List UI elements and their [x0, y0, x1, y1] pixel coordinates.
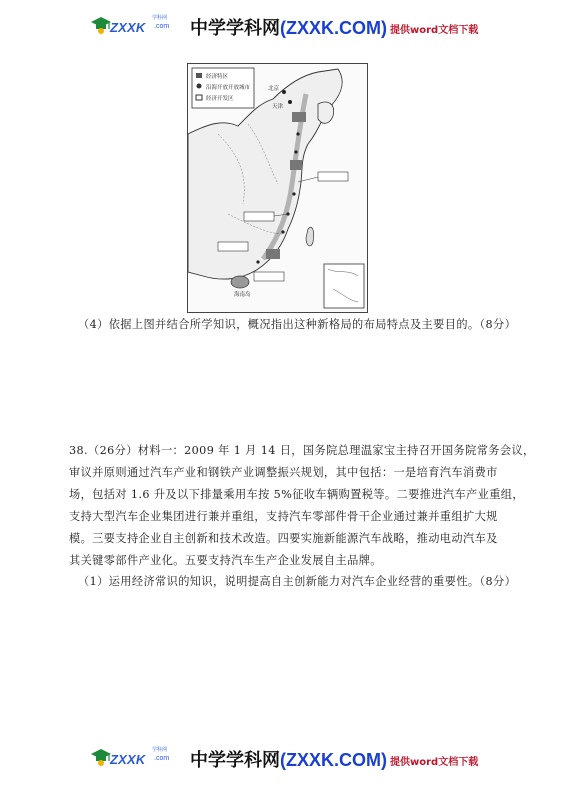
china-coast-map [188, 64, 367, 312]
hainan-island [231, 276, 249, 288]
label-hainan: 海南岛 [234, 292, 251, 298]
site-name-cn: 中学学科网 [190, 18, 280, 39]
question-38-line: 38.（26分）材料一：2009 年 1 月 14 日，国务院总理温家宝主持召开国务院常务会议， [69, 444, 535, 457]
legend-item-3: 经济开发区 [206, 96, 234, 102]
question-38-line: 其关键零部件产业化。五要支持汽车生产企业发展自主品牌。 [69, 554, 382, 567]
legend-swatch-special-zone [196, 73, 202, 78]
site-domain[interactable]: (ZXXK.COM) [280, 750, 387, 770]
yangtze-delta-marker [290, 160, 302, 170]
map-callout-box [254, 272, 284, 281]
map-callout-box [218, 242, 248, 251]
question-38-line: 支持大型汽车企业集团进行兼并重组，支持汽车零部件骨干企业通过兼并重组扩大规 [69, 510, 498, 523]
site-logo[interactable] [88, 746, 182, 772]
site-name [190, 746, 387, 772]
question-38-sub-1: （1）运用经济常识的知识，说明提高自主创新能力对汽车企业经营的重要性。（8分） [78, 575, 517, 588]
city-marker [292, 192, 295, 195]
city-tianjin [288, 100, 292, 104]
graduation-cap-icon [90, 746, 112, 768]
site-name-cn: 中学学科网 [190, 750, 280, 771]
graduation-cap-icon [90, 14, 112, 36]
logo-suffix: .com [154, 755, 170, 762]
site-domain[interactable]: (ZXXK.COM) [280, 18, 387, 38]
download-label[interactable]: 提供word文档下载 [390, 25, 479, 36]
question-38-material [69, 440, 535, 572]
taiwan-island [306, 227, 314, 246]
site-name [190, 14, 387, 40]
logo-text: ZXXK [110, 752, 146, 767]
question-38-line: 模。三要支持企业自主创新和技术改造。四要实施新能源汽车战略，推动电动汽车及 [69, 532, 498, 545]
map-figure [187, 63, 368, 313]
city-marker [294, 150, 297, 153]
question-4-text: （4）依据上图并结合所学知识，概况指出这种新格局的布局特点及主要目的。（8分） [78, 318, 517, 331]
city-marker [296, 132, 299, 135]
legend-swatch-open-city [197, 84, 202, 89]
site-logo[interactable] [88, 14, 182, 40]
city-marker [256, 260, 259, 263]
city-beijing [282, 90, 286, 94]
logo-cn: 学科网 [152, 747, 168, 753]
city-marker [281, 230, 284, 233]
question-38-line: 审议并原则通过汽车产业和钢铁产业调整振兴规划，其中包括：一是培育汽车消费市 [69, 466, 498, 479]
peninsula-outline [318, 102, 334, 123]
logo-suffix: .com [154, 23, 170, 30]
map-callout-box [318, 172, 348, 181]
label-beijing: 北京 [268, 86, 280, 92]
header-banner [0, 10, 570, 44]
south-sea-inset [324, 264, 364, 308]
download-label[interactable]: 提供word文档下载 [390, 757, 479, 768]
question-38-line: 场，包括对 1.6 升及以下排量乘用车按 5%征收车辆购置税等。二要推进汽车产业重组， [69, 488, 524, 501]
label-tianjin: 天津 [272, 104, 284, 110]
legend-item-2: 沿海开放开放城市 [206, 85, 251, 91]
map-callout-box [244, 212, 274, 221]
footer-banner [0, 742, 570, 776]
pearl-delta-marker [266, 249, 280, 259]
legend-item-1: 经济特区 [206, 74, 229, 80]
logo-cn: 学科网 [152, 15, 168, 21]
bohai-zone-marker [292, 112, 306, 122]
logo-text: ZXXK [110, 20, 146, 35]
